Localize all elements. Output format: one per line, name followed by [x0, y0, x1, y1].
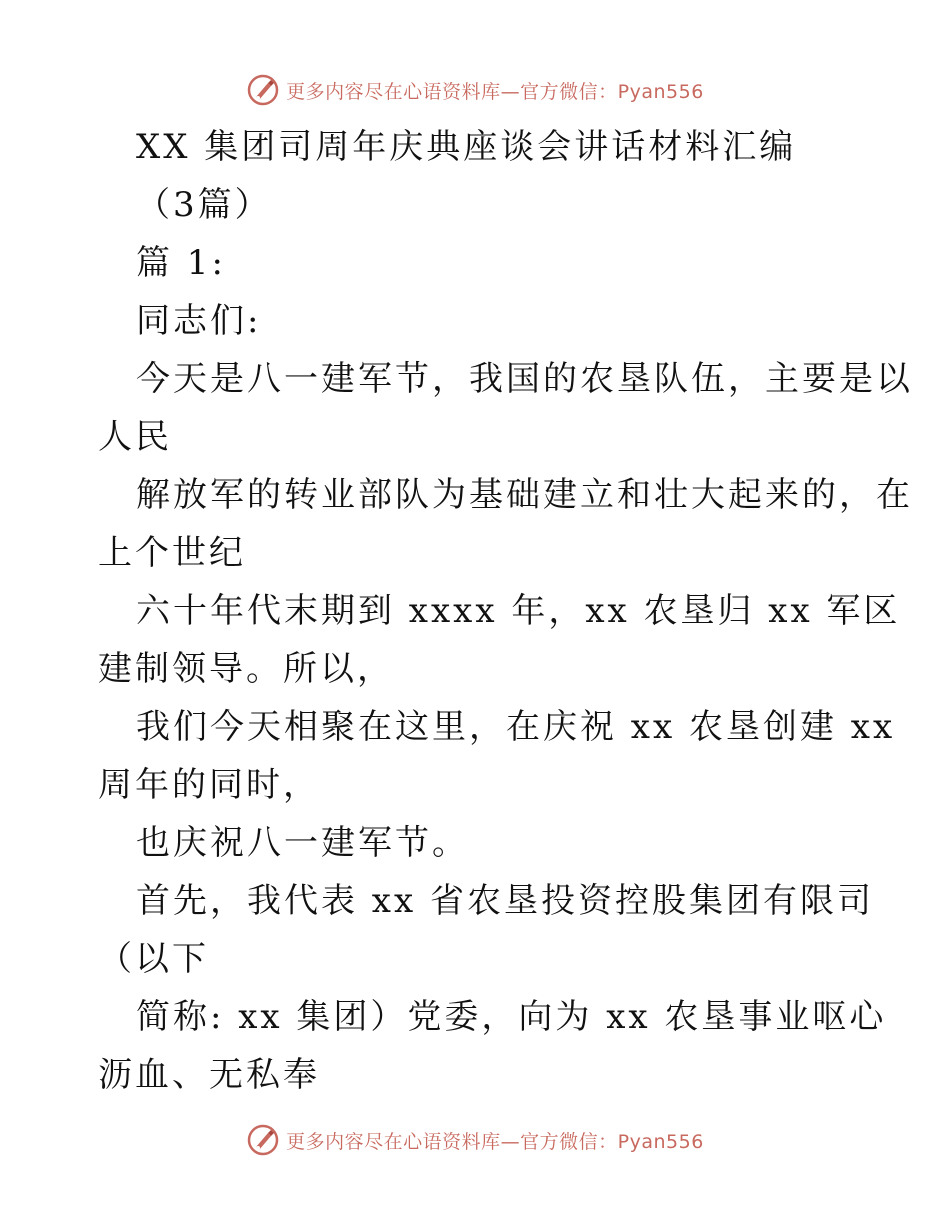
paragraph-line: （以下: [98, 939, 209, 979]
paragraph-line: 首先，我代表 xx 省农垦投资控股集团有限司: [136, 881, 874, 921]
watermark-text: 更多内容尽在心语资料库—官方微信：Pyan556: [286, 1130, 704, 1153]
paragraph-line: 解放军的转业部队为基础建立和壮大起来的，在: [136, 475, 913, 515]
paragraph-line: 简称: xx 集团）党委，向为 xx 农垦事业呕心: [136, 997, 887, 1037]
pen-logo-icon: [246, 73, 280, 107]
paragraph-line: 上个世纪: [98, 533, 246, 573]
paragraph-line: 沥血、无私奉: [98, 1055, 320, 1095]
paragraph-line: 人民: [98, 417, 172, 457]
document-body: [98, 118, 913, 1104]
salutation: 同志们:: [136, 301, 262, 341]
pen-logo-icon: [246, 1123, 280, 1157]
document-title: XX 集团司周年庆典座谈会讲话材料汇编: [136, 127, 797, 167]
section-heading: 篇 1:: [136, 243, 226, 283]
paragraph-line: 我们今天相聚在这里，在庆祝 xx 农垦创建 xx: [136, 707, 896, 747]
paragraph-line: 六十年代末期到 xxxx 年，xx 农垦归 xx 军区: [136, 591, 901, 631]
watermark-text: 更多内容尽在心语资料库—官方微信：Pyan556: [286, 80, 704, 103]
paragraph-line: 也庆祝八一建军节。: [136, 823, 469, 863]
footer-watermark: [0, 1120, 950, 1160]
header-watermark: [0, 70, 950, 110]
paragraph-line: 周年的同时，: [98, 765, 320, 805]
paragraph-line: 今天是八一建军节，我国的农垦队伍，主要是以: [136, 359, 913, 399]
document-subtitle: （3篇）: [136, 185, 272, 225]
paragraph-line: 建制领导。所以，: [98, 649, 394, 689]
